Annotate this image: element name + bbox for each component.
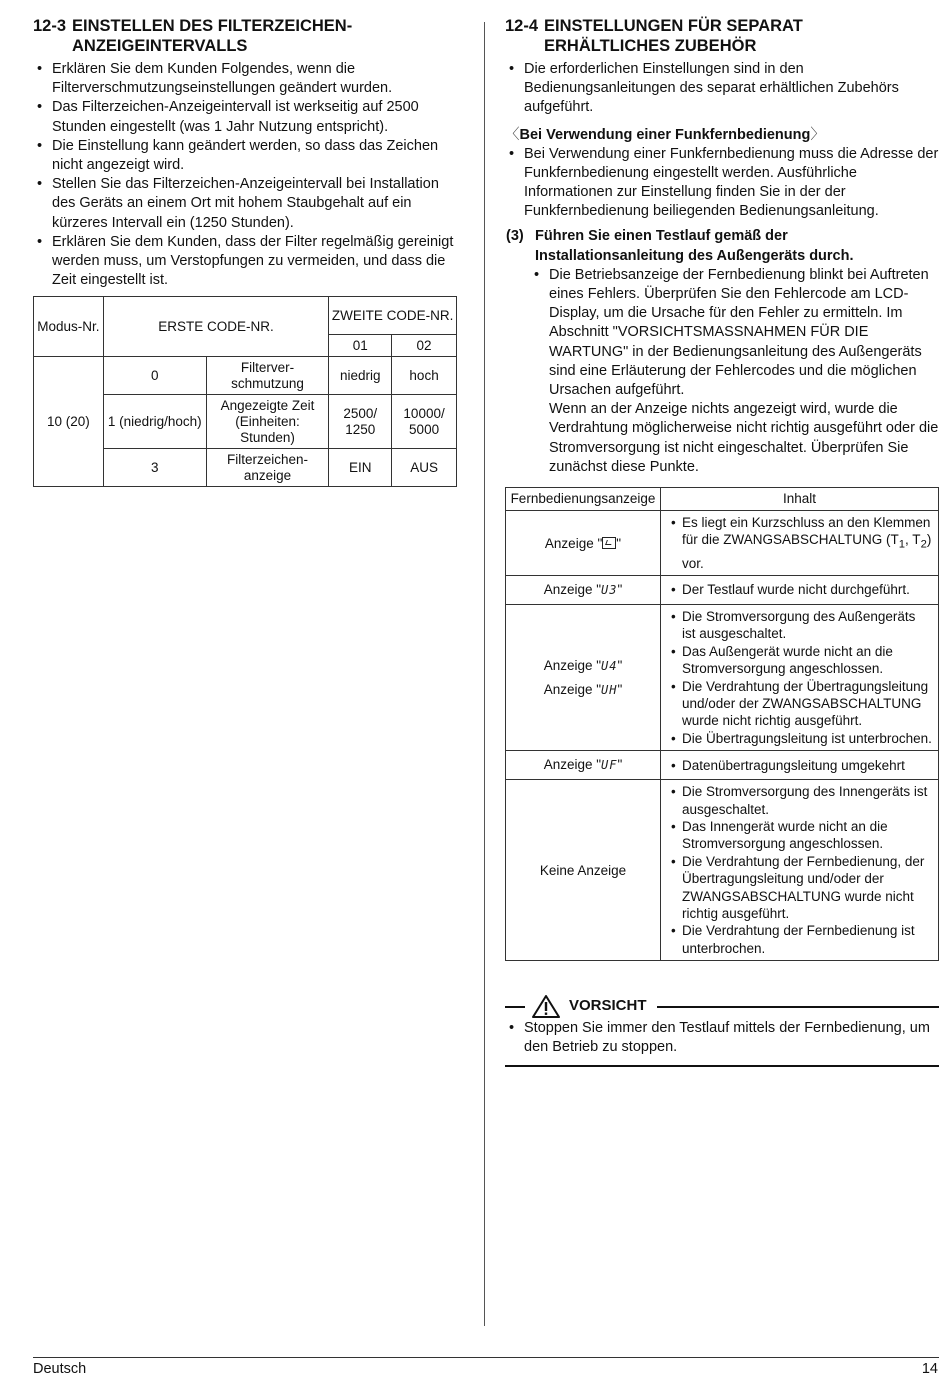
caution-rule-right bbox=[657, 1006, 939, 1008]
table-row bbox=[506, 751, 939, 780]
display-cell: Keine Anzeige bbox=[506, 780, 661, 961]
mode-cell: 10 (20) bbox=[34, 357, 104, 487]
list-item: • Stoppen Sie immer den Testlauf mittels der Fernbedienung, um den Betrieb zu stoppen. bbox=[505, 1019, 939, 1057]
lcd-code-u3: U3 bbox=[601, 582, 618, 597]
warning-triangle-icon bbox=[531, 994, 561, 1019]
list-item: • Stellen Sie das Filterzeichen-Anzeigeintervall bei Installation des Geräts an einem Ort mit hohem Staubgehalt auf ein kürzeres Intervall ein (1250 Stunden). bbox=[33, 175, 457, 233]
step-number: (3) bbox=[506, 228, 524, 245]
description-cell: Angezeigte Zeit (Einheiten: Stunden) bbox=[206, 395, 329, 449]
step-title bbox=[505, 227, 939, 265]
bullet-list bbox=[33, 60, 457, 290]
list-item: • Datenübertragungsleitung umgekehrt bbox=[667, 757, 932, 774]
table-row bbox=[34, 357, 457, 395]
display-prefix: Anzeige " bbox=[544, 535, 603, 551]
value-01-cell: 2500/ 1250 bbox=[329, 395, 392, 449]
bullet-list bbox=[505, 60, 939, 118]
list-item: • Die Betriebsanzeige der Fernbedienung blinkt bei Auftreten eines Fehlers. Überprüfen Sie den Fehlercode am LCD-Display, um die Ursache für den Fehler zu ermitteln. Im Abschnitt "VORSICHTSMASSNAHMEN FÜR DIE WARTUNG" in der Bedienungsanleitung des Außengeräts sind eine Erläuterung der Fehlercodes und die möglichen Ursachen aufgeführt. bbox=[530, 266, 939, 400]
heading-line-2: ANZEIGEINTERVALLS bbox=[72, 37, 248, 55]
display-cell bbox=[506, 575, 661, 604]
bullet-list bbox=[505, 145, 939, 222]
caution-title: VORSICHT bbox=[569, 997, 647, 1015]
display-cell bbox=[506, 604, 661, 750]
display-prefix: Anzeige " bbox=[543, 757, 602, 773]
step-paragraph: Wenn an der Anzeige nichts angezeigt wird, wurde die Verdrahtung möglicherweise nicht richtig ausgeführt oder die Stromversorgung ist nicht eingeschaltet. Überprüfen Sie zunächst diese Punkte. bbox=[549, 401, 939, 475]
lcd-code-uh: UH bbox=[601, 682, 618, 697]
description-cell: Filterver-schmutzung bbox=[206, 357, 329, 395]
display-suffix: " bbox=[617, 757, 623, 773]
column-divider bbox=[484, 22, 485, 1326]
list-item: • Die Einstellung kann geändert werden, so dass das Zeichen nicht angezeigt wird. bbox=[33, 137, 457, 175]
step-title-text: Führen Sie einen Testlauf gemäß der Installationsanleitung des Außengeräts durch. bbox=[535, 228, 854, 264]
list-item: • Das Innengerät wurde nicht an die Stromversorgung angeschlossen. bbox=[667, 818, 932, 853]
list-item: • Die Verdrahtung der Fernbedienung ist unterbrochen. bbox=[667, 922, 932, 957]
content-cell bbox=[661, 575, 939, 604]
list-item: • Die Verdrahtung der Übertragungsleitung und/oder der ZWANGSABSCHALTUNG wurde nicht richtig ausgeführt. bbox=[667, 678, 932, 730]
value-01-cell: niedrig bbox=[329, 357, 392, 395]
heading-number: 12-4 bbox=[505, 17, 539, 35]
content-cell bbox=[661, 780, 939, 961]
list-item: • Der Testlauf wurde nicht durchgeführt. bbox=[667, 581, 932, 598]
display-cell bbox=[506, 751, 661, 780]
caution-header bbox=[505, 995, 939, 1019]
display-prefix: Anzeige " bbox=[543, 681, 602, 697]
bullet-list bbox=[530, 266, 939, 400]
list-item: • Das Filterzeichen-Anzeigeintervall ist werkseitig auf 2500 Stunden eingestellt (was 1 Jahr Nutzung entspricht). bbox=[33, 98, 457, 136]
error-display-table bbox=[505, 487, 939, 961]
heading-line-1: EINSTELLUNGEN FÜR SEPARAT bbox=[544, 17, 803, 35]
list-item: • Die Stromversorgung des Außengeräts ist ausgeschaltet. bbox=[667, 608, 932, 643]
value-01-cell: EIN bbox=[329, 449, 392, 487]
heading-line-2: ERHÄLTLICHES ZUBEHÖR bbox=[544, 37, 757, 55]
heading-number: 12-3 bbox=[33, 17, 67, 35]
step-3 bbox=[505, 227, 939, 477]
table-row bbox=[506, 575, 939, 604]
content-cell bbox=[661, 604, 939, 750]
display-cell bbox=[506, 511, 661, 576]
footer-rule bbox=[33, 1357, 939, 1358]
header-display: Fernbedienungsanzeige bbox=[506, 488, 661, 511]
section-12-4 bbox=[505, 16, 939, 1067]
display-suffix: " bbox=[617, 657, 623, 673]
list-item: • Das Außengerät wurde nicht an die Stromversorgung angeschlossen. bbox=[667, 643, 932, 678]
value-02-cell: AUS bbox=[392, 449, 457, 487]
list-item: • Erklären Sie dem Kunden Folgendes, wenn die Filterverschmutzungseinstellungen geändert wurden. bbox=[33, 60, 457, 98]
table-row bbox=[506, 511, 939, 576]
header-second-code: ZWEITE CODE-NR. bbox=[329, 297, 457, 335]
header-mode-no: Modus-Nr. bbox=[34, 297, 104, 357]
subheading-wireless-remote bbox=[505, 126, 939, 145]
list-item: • Die Verdrahtung der Fernbedienung, der Übertragungsleitung und/oder der ZWANGSABSCHALTUNG wurde nicht richtig ausgeführt. bbox=[667, 853, 932, 923]
list-item: • Es liegt ein Kurzschluss an den Klemmen für die ZWANGSABSCHALTUNG ($T_1$, $T_2$) vor. bbox=[667, 514, 932, 572]
lcd-code-uf: UF bbox=[601, 758, 618, 773]
section-12-3 bbox=[33, 16, 457, 487]
display-suffix: " bbox=[617, 581, 623, 597]
value-02-cell: 10000/ 5000 bbox=[392, 395, 457, 449]
list-item: • Die erforderlichen Einstellungen sind in den Bedienungsanleitungen des separat erhältlichen Zubehörs aufgeführt. bbox=[505, 60, 939, 118]
list-item: • Bei Verwendung einer Funkfernbedienung muss die Adresse der Funkfernbedienung eingestellt werden. Ausführliche Informationen zur Einstellung finden Sie in der der Funkfernbedienung beiliegenden Bedienungsanleitung. bbox=[505, 145, 939, 222]
section-heading bbox=[505, 16, 939, 56]
caution-rule-left bbox=[505, 1006, 525, 1008]
header-content: Inhalt bbox=[661, 488, 939, 511]
display-suffix: " bbox=[616, 535, 622, 551]
header-first-code: ERSTE CODE-NR. bbox=[103, 297, 329, 357]
first-code-cell: 1 (niedrig/hoch) bbox=[103, 395, 206, 449]
caution-body bbox=[505, 1019, 939, 1066]
bracket-close: 〉 bbox=[810, 126, 825, 143]
description-cell: Filterzeichen-anzeige bbox=[206, 449, 329, 487]
remote-short-circuit-icon bbox=[602, 537, 616, 549]
content-cell bbox=[661, 511, 939, 576]
display-suffix: " bbox=[617, 681, 623, 697]
subheading-text: Bei Verwendung einer Funkfernbedienung bbox=[519, 126, 811, 143]
header-code-01: 01 bbox=[329, 335, 392, 357]
list-item: • Die Stromversorgung des Innengeräts ist ausgeschaltet. bbox=[667, 783, 932, 818]
display-prefix: Anzeige " bbox=[543, 657, 602, 673]
list-item: • Erklären Sie dem Kunden, dass der Filter regelmäßig gereinigt werden muss, um Verstopfungen zu vermeiden, und dass die Zeit eingestellt ist. bbox=[33, 233, 457, 291]
page-number: 14 bbox=[921, 1361, 938, 1377]
bracket-open: 〈 bbox=[505, 126, 520, 143]
section-heading bbox=[33, 16, 457, 56]
value-02-cell: hoch bbox=[392, 357, 457, 395]
footer-language: Deutsch bbox=[33, 1361, 87, 1377]
display-prefix: Anzeige " bbox=[543, 581, 602, 597]
first-code-cell: 0 bbox=[103, 357, 206, 395]
header-code-02: 02 bbox=[392, 335, 457, 357]
filter-settings-table bbox=[33, 296, 457, 487]
heading-line-1: EINSTELLEN DES FILTERZEICHEN- bbox=[72, 17, 353, 35]
table-row bbox=[506, 780, 939, 961]
list-item: • Die Übertragungsleitung ist unterbrochen. bbox=[667, 730, 932, 747]
table-row bbox=[506, 604, 939, 750]
lcd-code-u4: U4 bbox=[601, 658, 618, 673]
content-cell bbox=[661, 751, 939, 780]
first-code-cell: 3 bbox=[103, 449, 206, 487]
